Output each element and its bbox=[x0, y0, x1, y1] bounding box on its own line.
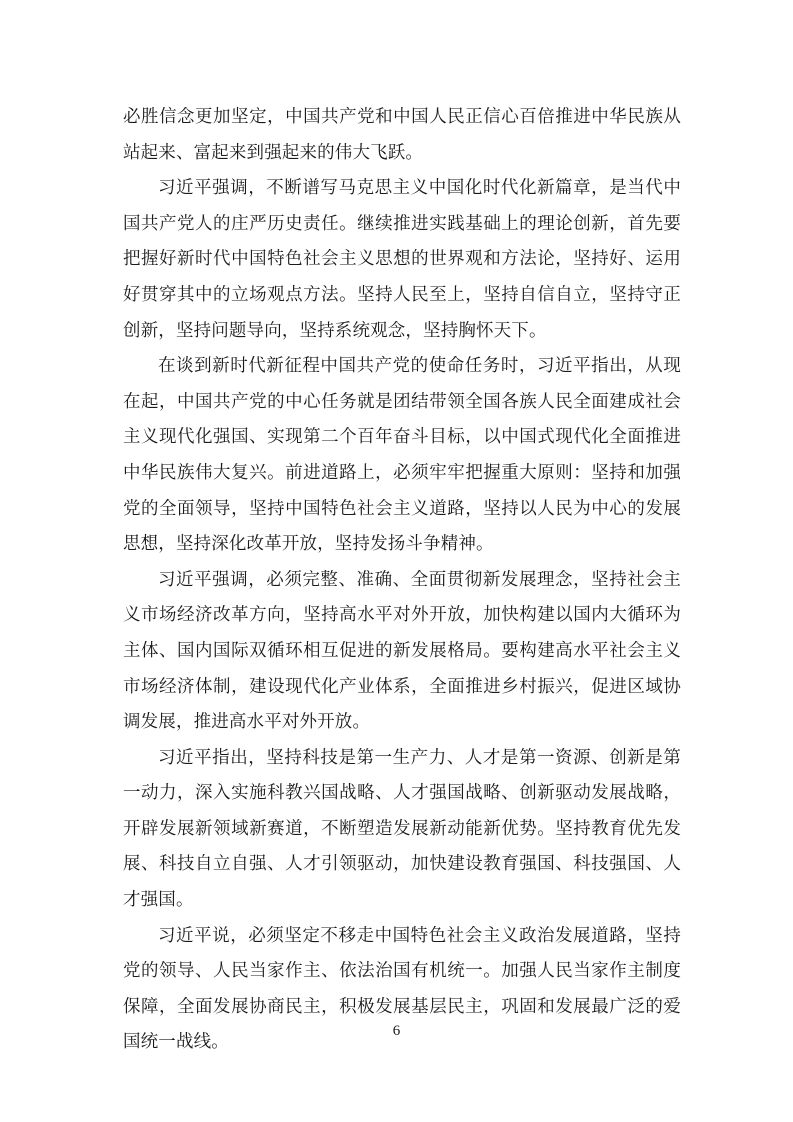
paragraph-1: 必胜信念更加坚定，中国共产党和中国人民正信心百倍推进中华民族从站起来、富起来到强起来的伟大飞跃。 bbox=[123, 107, 681, 163]
paragraph-5: 习近平指出，坚持科技是第一生产力、人才是第一资源、创新是第一动力，深入实施科教兴国战略、人才强国战略、创新驱动发展战略，开辟发展新领域新赛道，不断塑造发展新动能新优势。坚持教育优先发展、科技自立自强、人才引领驱动，加快建设教育强国、科技强国、人才强国。 bbox=[123, 747, 681, 911]
body-text bbox=[123, 100, 681, 1061]
page-number: 6 bbox=[392, 1023, 401, 1039]
paragraph-4: 习近平强调，必须完整、准确、全面贯彻新发展理念，坚持社会主义市场经济改革方向，坚持高水平对外开放，加快构建以国内大循环为主体、国内国际双循环相互促进的新发展格局。要构建高水平社会主义市场经济体制，建设现代化产业体系，全面推进乡村振兴，促进区域协调发展，推进高水平对外开放。 bbox=[123, 569, 681, 733]
paragraph-2: 习近平强调，不断谱写马克思主义中国化时代化新篇章，是当代中国共产党人的庄严历史责任。继续推进实践基础上的理论创新，首先要把握好新时代中国特色社会主义思想的世界观和方法论，坚持好、运用好贯穿其中的立场观点方法。坚持人民至上，坚持自信自立，坚持守正创新，坚持问题导向，坚持系统观念，坚持胸怀天下。 bbox=[123, 178, 681, 341]
paragraph-6: 习近平说，必须坚定不移走中国特色社会主义政治发展道路，坚持党的领导、人民当家作主、依法治国有机统一。加强人民当家作主制度保障，全面发展协商民主，积极发展基层民主，巩固和发展最广泛的爱国统一战线。 bbox=[123, 925, 681, 1053]
paragraph-3: 在谈到新时代新征程中国共产党的使命任务时，习近平指出，从现在起，中国共产党的中心任务就是团结带领全国各族人民全面建成社会主义现代化强国、实现第二个百年奋斗目标，以中国式现代化全面推进中华民族伟大复兴。前进道路上，必须牢牢把握重大原则：坚持和加强党的全面领导，坚持中国特色社会主义道路，坚持以人民为中心的发展思想，坚持深化改革开放，坚持发扬斗争精神。 bbox=[123, 356, 681, 555]
